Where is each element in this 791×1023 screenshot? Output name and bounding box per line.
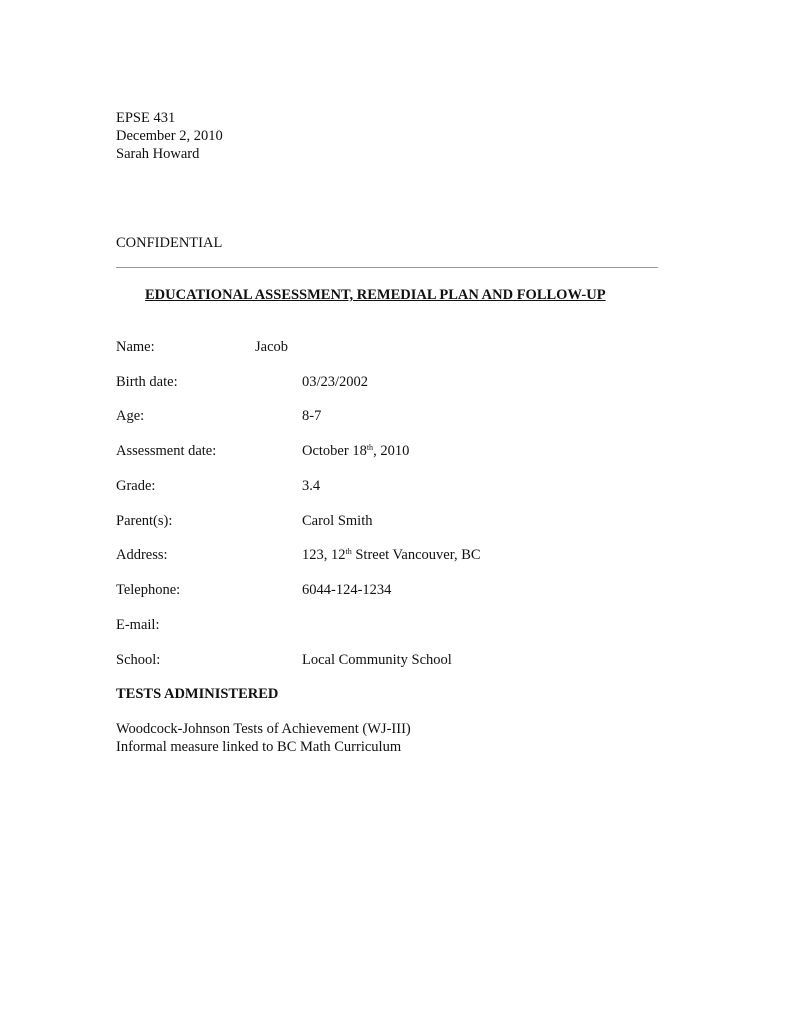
test-item: Informal measure linked to BC Math Curriculum	[116, 739, 402, 755]
horizontal-divider	[116, 267, 658, 268]
assessment-date-value: October 18th, 2010	[302, 443, 410, 459]
birth-date-value: 03/23/2002	[302, 374, 369, 390]
birth-date-label: Birth date:	[116, 374, 178, 390]
telephone-value: 6044-124-1234	[302, 582, 392, 598]
grade-value: 3.4	[302, 478, 321, 494]
parents-value: Carol Smith	[302, 513, 373, 529]
name-value: Jacob	[255, 339, 289, 355]
address-value: 123, 12th Street Vancouver, BC	[302, 547, 481, 563]
document-date: December 2, 2010	[116, 128, 223, 144]
school-value: Local Community School	[302, 652, 452, 668]
grade-label: Grade:	[116, 478, 156, 494]
address-label: Address:	[116, 547, 168, 563]
tests-heading: TESTS ADMINISTERED	[116, 686, 279, 702]
parents-label: Parent(s):	[116, 513, 173, 529]
confidential-label: CONFIDENTIAL	[116, 235, 223, 251]
name-label: Name:	[116, 339, 155, 355]
telephone-label: Telephone:	[116, 582, 181, 598]
assessment-date-label: Assessment date:	[116, 443, 217, 459]
age-label: Age:	[116, 408, 145, 424]
age-value: 8-7	[302, 408, 322, 424]
author-name: Sarah Howard	[116, 146, 200, 162]
test-item: Woodcock-Johnson Tests of Achievement (WJ-III)	[116, 721, 411, 737]
course-code: EPSE 431	[116, 110, 176, 126]
school-label: School:	[116, 652, 161, 668]
email-label: E-mail:	[116, 617, 160, 633]
document-title: EDUCATIONAL ASSESSMENT, REMEDIAL PLAN AND FOLLOW-UP	[145, 287, 606, 303]
